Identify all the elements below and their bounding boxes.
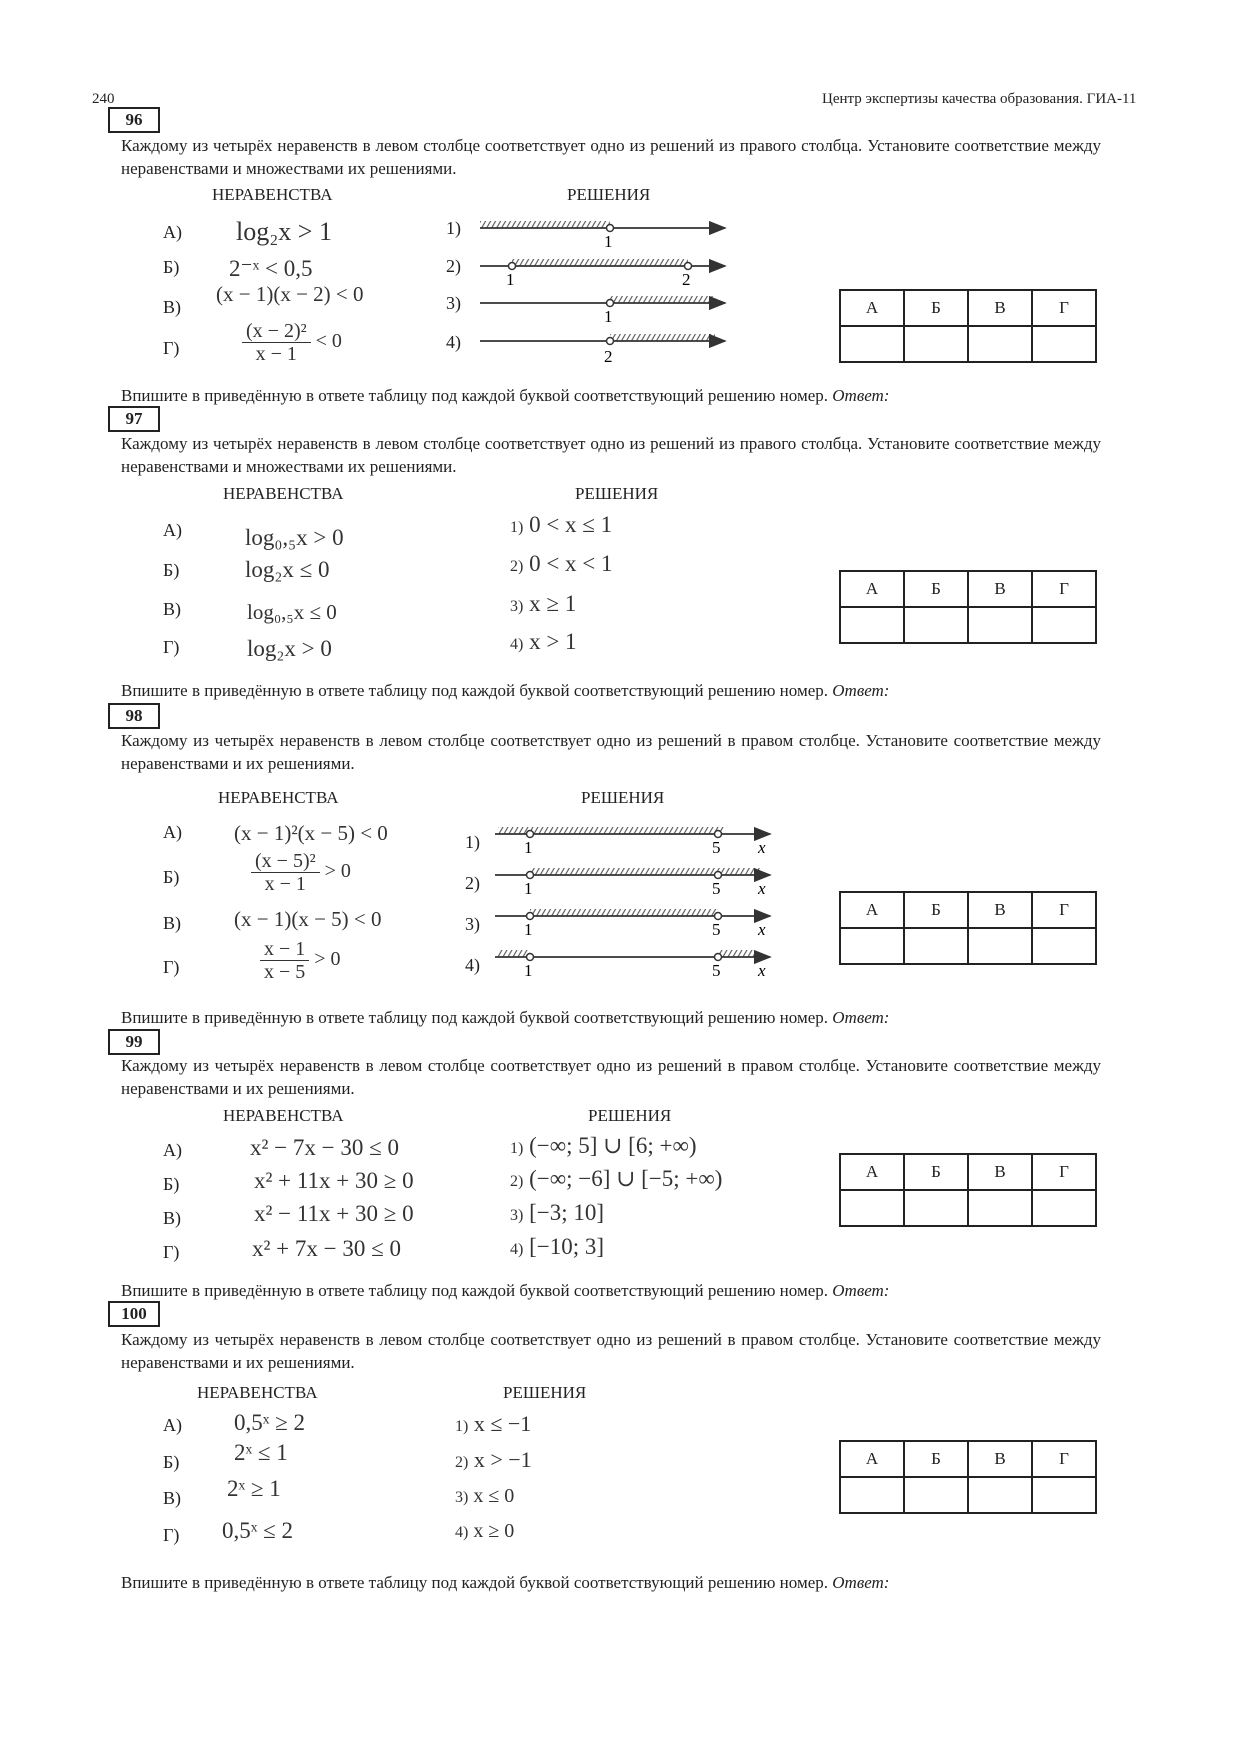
answer-cell[interactable] [968,607,1032,643]
solution-value: 0 < x ≤ 1 [529,512,613,537]
inequality: log₀,₅x ≤ 0 [247,600,337,624]
inequality: 2⁻ˣ < 0,5 [229,256,313,281]
solution-value: 0 < x < 1 [529,551,613,576]
fraction-relation: > 0 [314,948,341,971]
inequality: log₂x ≤ 0 [245,557,330,582]
answer-word: Ответ: [832,681,890,700]
problem-text: Каждому из четырёх неравенств в левом столбце соответствует одно из решений из правого столбца. Установите соответствие между неравенствами и множествами их решениями. [121,434,1101,476]
solution-label: 2) [446,256,461,276]
row-label: В) [163,297,181,317]
solution-label: 2) [510,558,524,575]
answer-cell[interactable] [968,326,1032,362]
answer-cell[interactable] [904,1477,968,1513]
answer-letter: Г [1032,1441,1096,1477]
solution-value: x ≤ 0 [473,1485,515,1507]
number-line [480,296,725,326]
number-lines-96 [470,210,740,375]
solution [510,1166,722,1192]
tick-label: 1 [604,232,613,251]
answer-cell[interactable] [968,1477,1032,1513]
answer-prompt [121,681,889,701]
solution-label: 3) [446,293,461,313]
inequality: (x − 1)(x − 2) < 0 [216,282,364,306]
answer-letter: Г [1032,290,1096,326]
solution [510,629,577,655]
solution-label: 1) [446,218,461,238]
solution-label: 4) [510,1241,524,1258]
problem-text: Каждому из четырёх неравенств в левом столбце соответствует одно из решений из правого столбца. Установите соответствие между неравенствами и множествами их решениями. [121,136,1101,178]
answer-letter: А [840,571,904,607]
tick-label: 1 [524,920,533,939]
answer-cell[interactable] [840,1190,904,1226]
problem-text: Каждому из четырёх неравенств в левом столбце соответствует одно из решений в правом столбце. Установите соответствие между неравенствами и их решениями. [121,1056,1101,1098]
solution-label: 4) [446,332,461,352]
solution-label: 4) [510,636,524,653]
solutions-heading: РЕШЕНИЯ [581,788,665,807]
solution-label: 2) [510,1173,524,1190]
tick-label: 5 [712,879,721,898]
row-label: А) [163,520,182,540]
answer-cell[interactable] [968,928,1032,964]
answer-letter: А [840,290,904,326]
number-line [495,827,770,857]
row-label: Г) [163,957,180,977]
tick-label: 5 [712,838,721,857]
solution [455,1520,514,1543]
answer-prompt [121,386,889,406]
solution [510,551,613,577]
problem-number: 97 [108,406,160,432]
inequality: 2ˣ ≥ 1 [227,1476,281,1501]
number-line [480,221,725,251]
row-label: Г) [163,338,180,358]
row-label: А) [163,822,182,842]
answer-table [839,1440,1097,1514]
answer-instruction: Впишите в приведённую в ответе таблицу под каждой буквой соответствующий решению номер. [121,1008,829,1027]
answer-letter: Г [1032,1154,1096,1190]
answer-instruction: Впишите в приведённую в ответе таблицу под каждой буквой соответствующий решению номер. [121,1281,829,1300]
solution [510,591,576,617]
row-label: Б) [163,1174,180,1194]
answer-letter: В [968,1441,1032,1477]
answer-letter: Б [904,892,968,928]
inequality: log₀,₅x > 0 [245,525,344,550]
tick-label: 2 [682,270,691,289]
answer-table [839,289,1097,363]
inequality: (x − 1)²(x − 5) < 0 [234,821,388,845]
tick-label: 1 [524,838,533,857]
solutions-heading: РЕШЕНИЯ [588,1106,672,1125]
tick-label: 1 [524,961,533,980]
solution [510,512,612,538]
row-label: Б) [163,1452,180,1472]
problem-text: Каждому из четырёх неравенств в левом столбце соответствует одно из решений в правом столбце. Установите соответствие между неравенствами и их решениями. [121,731,1101,773]
row-label: Б) [163,560,180,580]
row-label: А) [163,1140,182,1160]
running-header: Центр экспертизы качества образования. ГИА-11 [822,91,1137,107]
answer-letter: В [968,571,1032,607]
row-label: Б) [163,867,180,887]
row-label: В) [163,913,181,933]
number-line [495,868,770,898]
row-label: Г) [163,1525,180,1545]
inequalities-heading: НЕРАВЕНСТВА [212,185,333,204]
tick-label: 2 [604,347,613,366]
solution-value: x ≤ −1 [473,1411,532,1436]
answer-letter: Б [904,1441,968,1477]
answer-prompt [121,1281,889,1301]
row-label: Б) [163,257,180,277]
answer-cell[interactable] [968,1190,1032,1226]
answer-cell[interactable] [904,928,968,964]
inequality: (x − 1)(x − 5) < 0 [234,907,382,931]
answer-cell[interactable] [840,1477,904,1513]
answer-letter: Б [904,571,968,607]
answer-cell[interactable] [1032,1190,1096,1226]
fraction-relation: < 0 [315,330,342,353]
answer-letter: Г [1032,892,1096,928]
answer-cell[interactable] [904,326,968,362]
tick-label: 1 [524,879,533,898]
problem-text: Каждому из четырёх неравенств в левом столбце соответствует одно из решений в правом столбце. Установите соответствие между неравенствами и их решениями. [121,1330,1101,1372]
answer-instruction: Впишите в приведённую в ответе таблицу под каждой буквой соответствующий решению номер. [121,386,829,405]
fraction-denominator: x − 1 [255,343,297,365]
answer-cell[interactable] [904,1190,968,1226]
tick-label: 1 [604,307,613,326]
fraction-numerator: (x − 2)² [242,320,311,343]
answer-letter: В [968,290,1032,326]
inequality: x² + 11x + 30 ≥ 0 [254,1168,414,1193]
solution [510,1133,697,1159]
solutions-heading: РЕШЕНИЯ [567,185,651,204]
solution [510,1200,604,1226]
answer-table [839,891,1097,965]
solution [455,1485,514,1508]
fraction-numerator: (x − 5)² [251,850,320,873]
inequality-fraction [251,850,351,895]
inequality: 0,5ˣ ≥ 2 [234,1410,306,1435]
tick-label: 1 [506,270,515,289]
solution-value: [−3; 10] [529,1200,605,1225]
answer-letter: Б [904,290,968,326]
solution-label: 3) [510,598,524,615]
number-line [480,259,725,289]
number-lines-98 [490,820,780,985]
solution-label: 4) [465,955,480,975]
solution-label: 4) [455,1524,469,1541]
answer-cell[interactable] [840,928,904,964]
solution-value: x ≥ 1 [529,591,577,616]
answer-word: Ответ: [832,1008,890,1027]
solution [455,1447,532,1473]
solutions-heading: РЕШЕНИЯ [503,1383,587,1402]
inequality: x² − 11x + 30 ≥ 0 [254,1201,414,1226]
inequality: 0,5ˣ ≤ 2 [222,1518,294,1543]
answer-cell[interactable] [1032,1477,1096,1513]
solution-label: 1) [465,832,480,852]
answer-letter: В [968,892,1032,928]
answer-prompt [121,1008,889,1028]
inequality-fraction [242,320,342,365]
answer-instruction: Впишите в приведённую в ответе таблицу под каждой буквой соответствующий решению номер. [121,1573,829,1592]
answer-cell[interactable] [1032,607,1096,643]
row-label: В) [163,599,181,619]
inequality-fraction [260,938,341,983]
axis-variable: x [758,838,766,857]
answer-cell[interactable] [840,326,904,362]
answer-cell[interactable] [1032,326,1096,362]
solution-label: 1) [510,1140,524,1157]
inequality: x² + 7x − 30 ≤ 0 [252,1236,401,1261]
fraction-relation: > 0 [324,860,351,883]
row-label: А) [163,1415,182,1435]
fraction-denominator: x − 5 [264,961,306,983]
solution [510,1234,604,1260]
solutions-heading: РЕШЕНИЯ [575,484,659,503]
problem-number: 98 [108,703,160,729]
answer-instruction: Впишите в приведённую в ответе таблицу под каждой буквой соответствующий решению номер. [121,681,829,700]
row-label: В) [163,1488,181,1508]
axis-variable: x [758,879,766,898]
number-line [480,334,725,366]
problem-number: 100 [108,1301,160,1327]
answer-cell[interactable] [904,607,968,643]
answer-word: Ответ: [832,1573,890,1592]
answer-letter: А [840,1441,904,1477]
fraction-numerator: x − 1 [260,938,309,961]
solution [455,1411,531,1437]
answer-letter: Г [1032,571,1096,607]
solution-value: (−∞; −6] ∪ [−5; +∞) [529,1166,723,1191]
inequalities-heading: НЕРАВЕНСТВА [223,1106,344,1125]
answer-letter: Б [904,1154,968,1190]
answer-letter: А [840,892,904,928]
inequalities-heading: НЕРАВЕНСТВА [197,1383,318,1402]
solution-label: 2) [465,873,480,893]
tick-label: 5 [712,961,721,980]
row-label: В) [163,1208,181,1228]
solution-value: x > −1 [473,1447,532,1472]
solution-label: 3) [455,1489,469,1506]
tick-label: 5 [712,920,721,939]
inequalities-heading: НЕРАВЕНСТВА [223,484,344,503]
row-label: Г) [163,637,180,657]
solution-label: 3) [465,914,480,934]
answer-cell[interactable] [840,607,904,643]
row-label: Г) [163,1242,180,1262]
number-line [495,909,770,939]
problem-number: 99 [108,1029,160,1055]
solution-label: 3) [510,1207,524,1224]
solution-value: (−∞; 5] ∪ [6; +∞) [529,1133,697,1158]
answer-letter: А [840,1154,904,1190]
solution-label: 1) [510,519,524,536]
answer-prompt [121,1573,889,1593]
inequalities-heading: НЕРАВЕНСТВА [218,788,339,807]
problem-number: 96 [108,107,160,133]
solution-value: x > 1 [529,629,577,654]
axis-variable: x [758,920,766,939]
solution-value: [−10; 3] [529,1234,605,1259]
solution-value: x ≥ 0 [473,1520,515,1542]
axis-variable: x [758,961,766,980]
number-line [495,950,770,980]
inequality: 2ˣ ≤ 1 [234,1440,288,1465]
page-number: 240 [92,91,115,107]
answer-word: Ответ: [832,1281,890,1300]
solution-label: 1) [455,1418,469,1435]
answer-letter: В [968,1154,1032,1190]
row-label: А) [163,222,182,242]
fraction-denominator: x − 1 [264,873,306,895]
answer-table [839,1153,1097,1227]
inequality: log₂x > 1 [236,217,332,246]
answer-cell[interactable] [1032,928,1096,964]
solution-label: 2) [455,1454,469,1471]
inequality: log₂x > 0 [247,636,332,661]
inequality: x² − 7x − 30 ≤ 0 [250,1135,399,1160]
answer-table [839,570,1097,644]
answer-word: Ответ: [832,386,890,405]
